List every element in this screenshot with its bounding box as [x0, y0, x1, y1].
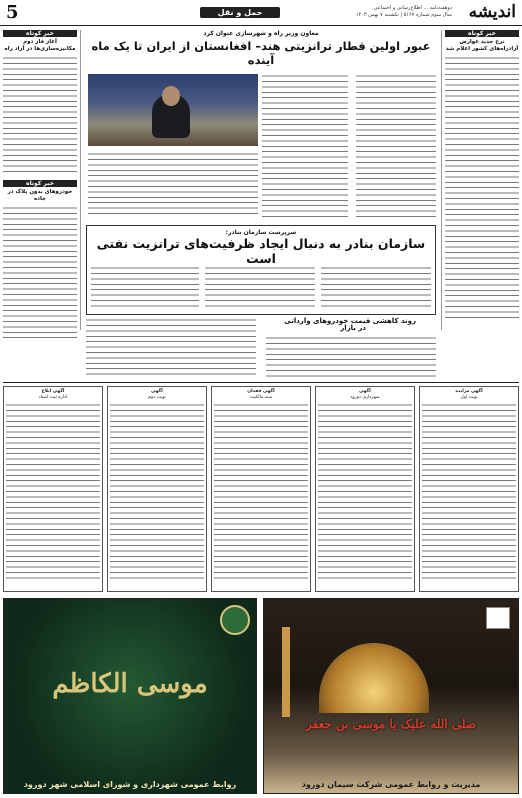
ad-4-text — [110, 403, 204, 583]
ad-4-title: آگهی — [151, 389, 163, 394]
story3-text-col2 — [86, 318, 256, 378]
story1-photo — [88, 74, 258, 146]
ad-4-note: نوبت دوم — [148, 395, 166, 400]
story1-text-col2 — [262, 74, 348, 218]
story2-title: سازمان بنادر به دنبال ایجاد ظرفیت‌های ترانزیت نفتی است — [96, 236, 426, 266]
banner-right-footer: مدیریت و روابط عمومی شرکت سیمان دورود — [301, 780, 481, 789]
ad-2-text — [318, 403, 412, 583]
banner-right — [263, 598, 519, 794]
ad-5-title: آگهی ابلاغ — [41, 389, 65, 394]
ad-2-title: آگهی — [359, 389, 371, 394]
story2-text-col1 — [321, 266, 431, 310]
ad-2 — [315, 386, 415, 592]
municipality-logo-icon — [220, 605, 250, 635]
story-1 — [86, 30, 436, 220]
minaret-image — [282, 627, 290, 717]
story2-kicker: سرپرست سازمان بنادر: — [225, 229, 297, 236]
meta-line-1: دوهفته‌نامه ... اطلاع‌رسانی و اجتماعی — [373, 5, 452, 11]
header-meta — [192, 5, 452, 19]
ad-3-text — [214, 403, 308, 583]
story2-text-col2 — [205, 266, 315, 310]
story2-text-col3 — [91, 266, 199, 310]
banner-left-calligraphy: موسی الکاظم — [52, 669, 208, 699]
banner-right-calligraphy: صلی الله علیک یا موسی بن جعفر — [305, 717, 477, 731]
left-item2-kicker: خبر کوتاه — [3, 180, 77, 187]
story1-title: عبور اولین قطار ترانزیتی هند– افغانستان از ایران تا یک ماه آینده — [91, 39, 431, 67]
ad-1-note: نوبت اول — [460, 395, 478, 400]
story3-title-2: در بازار — [340, 324, 366, 332]
story-2 — [86, 225, 436, 315]
ad-4 — [107, 386, 207, 592]
ad-3-title: آگهی فقدان — [247, 389, 275, 394]
story3-text-col1 — [266, 336, 436, 378]
left-item1-text — [3, 56, 77, 176]
story1-text-col1 — [356, 74, 436, 218]
ad-5-text — [6, 403, 100, 583]
right-title: نرخ جدید عوارض آزادراه‌های کشور اعلام شد — [445, 39, 519, 52]
meta-line-2: سال سوم شماره ۵۱۶۷ | یکشنبه ۷ بهمن ۱۴۰۳ — [355, 12, 452, 18]
story1-kicker: معاون وزیر راه و شهرسازی عنوان کرد — [203, 30, 319, 37]
right-column — [441, 30, 519, 330]
banner-left-footer: روابط عمومی شهرداری و شورای اسلامی شهر دورود — [23, 780, 237, 789]
right-kicker: خبر کوتاه — [445, 30, 519, 37]
right-body-text — [445, 56, 519, 318]
left-item2-text — [3, 206, 77, 341]
story3-title-1: روند کاهشی قیمت خودروهای وارداتی — [284, 317, 416, 325]
ad-2-note: شهرداری دورود — [350, 395, 380, 400]
ad-1-title: آگهی مزایده — [455, 389, 483, 394]
banner-left — [3, 598, 257, 794]
ad-3 — [211, 386, 311, 592]
ads-section — [3, 382, 519, 594]
left-item1-kicker: خبر کوتاه — [3, 30, 77, 37]
ad-1 — [419, 386, 519, 592]
newspaper-logo: اندیشه — [468, 2, 516, 22]
left-item2-title: خودروهای بدون پلاک در جاده — [7, 189, 73, 202]
page-number: 5 — [6, 2, 19, 23]
ad-1-text — [422, 403, 516, 583]
section-name: حمل و نقل — [200, 7, 280, 18]
ad-3-note: سند مالکیت — [249, 395, 273, 400]
ad-5-note: اداره ثبت اسناد — [38, 395, 68, 400]
left-column — [3, 30, 81, 330]
left-item1-title: آغاز فاز دوم مکانیزه‌سازی‌ها در آزاد راه — [4, 39, 76, 52]
company-logo-icon — [486, 607, 510, 629]
page-header — [0, 0, 522, 26]
story-3 — [86, 318, 436, 378]
story1-text-col3 — [88, 152, 258, 218]
official-face — [162, 86, 180, 106]
ad-5 — [3, 386, 103, 592]
